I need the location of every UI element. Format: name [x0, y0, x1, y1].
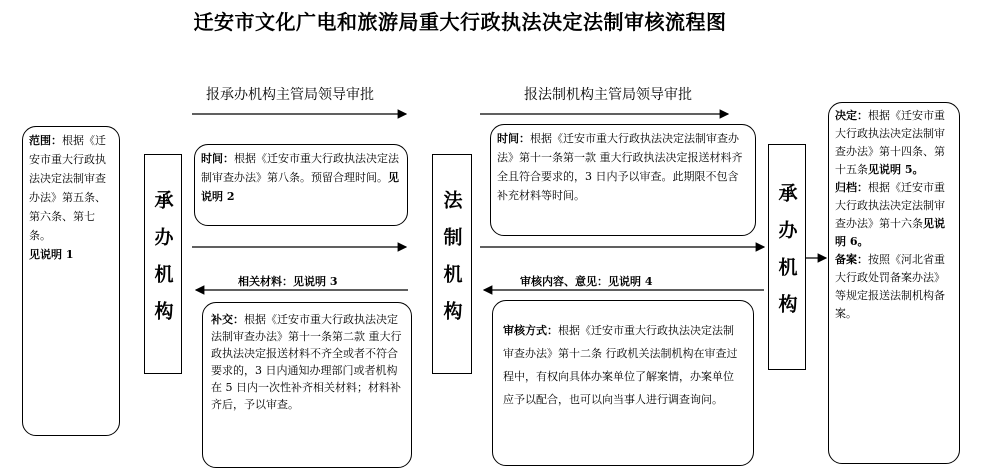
time1-box [194, 144, 408, 226]
label-top-left: 报承办机构主管局领导审批 [206, 87, 374, 103]
time1-body: 根据《迁安市重大行政执法决定法制审查办法》第八条。预留合理时间。 [201, 152, 399, 184]
archive-body: 根据《迁安市重大行政执法决定法制审查办法》第十六条 [835, 181, 945, 230]
scope-box [22, 126, 120, 436]
label-top-right: 报法制机构主管局领导审批 [524, 87, 692, 103]
supplement-head: 补交： [211, 313, 244, 326]
page-title: 迁安市文化广电和旅游局重大行政执法决定法制审核流程图 [193, 10, 727, 34]
chengban-left-box [144, 154, 182, 374]
label-related-materials: 相关材料：见说明 3 [238, 275, 338, 288]
time2-box [490, 124, 756, 236]
chengban-left-text: 承办机构 [151, 190, 174, 338]
time2-head: 时间： [497, 132, 530, 145]
decision-box [828, 102, 960, 464]
review-method-body: 根据《迁安市重大行政执法决定法制审查办法》第十二条 行政机关法制机构在审查过程中，有权向具体办案单位了解案情，办案单位应予以配合，也可以向当事人进行调查询问。 [503, 324, 738, 406]
time2-body: 根据《迁安市重大行政执法决定法制审查办法》第十一条第一款 重大行政执法决定报送材料齐全且符合要求的，3 日内予以审查。此期限不包含补充材料等时间。 [497, 132, 743, 202]
archive-note: 见说明 6。 [835, 217, 945, 248]
decision-head: 决定： [835, 109, 868, 122]
supplement-body: 根据《迁安市重大行政执法决定法制审查办法》第十一条第二款 重大行政执法决定报送材料不齐全或者不符合要求的，3 日内通知办理部门或者机构在 5 日内一次性补齐相关材料；材料补齐后，予以审查。 [211, 313, 402, 411]
review-method-head: 审核方式： [503, 324, 558, 337]
supplement-box [202, 302, 412, 468]
scope-body: 根据《迁安市重大行政执法决定法制审查办法》第五条、第六条、第七条。 [29, 134, 106, 242]
archive-head: 归档： [835, 181, 868, 194]
label-review-content: 审核内容、意见：见说明 4 [520, 275, 653, 288]
decision-note: 见说明 5。 [868, 163, 924, 176]
decision-body: 根据《迁安市重大行政执法决定法制审查办法》第十四条、第十五条 [835, 109, 945, 176]
time1-note: 见说明 2 [201, 171, 399, 203]
scope-note: 见说明 1 [29, 248, 74, 261]
chengban-right-box [768, 144, 806, 370]
scope-head: 范围： [29, 134, 62, 147]
time1-head: 时间： [201, 152, 234, 165]
filing-body: 按照《河北省重大行政处罚备案办法》等规定报送法制机构备案。 [835, 253, 945, 320]
review-method-box [492, 300, 754, 466]
fazhi-text: 法制机构 [440, 190, 463, 338]
chengban-right-text: 承办机构 [775, 183, 798, 331]
fazhi-box [432, 154, 472, 374]
filing-head: 备案： [835, 253, 868, 266]
